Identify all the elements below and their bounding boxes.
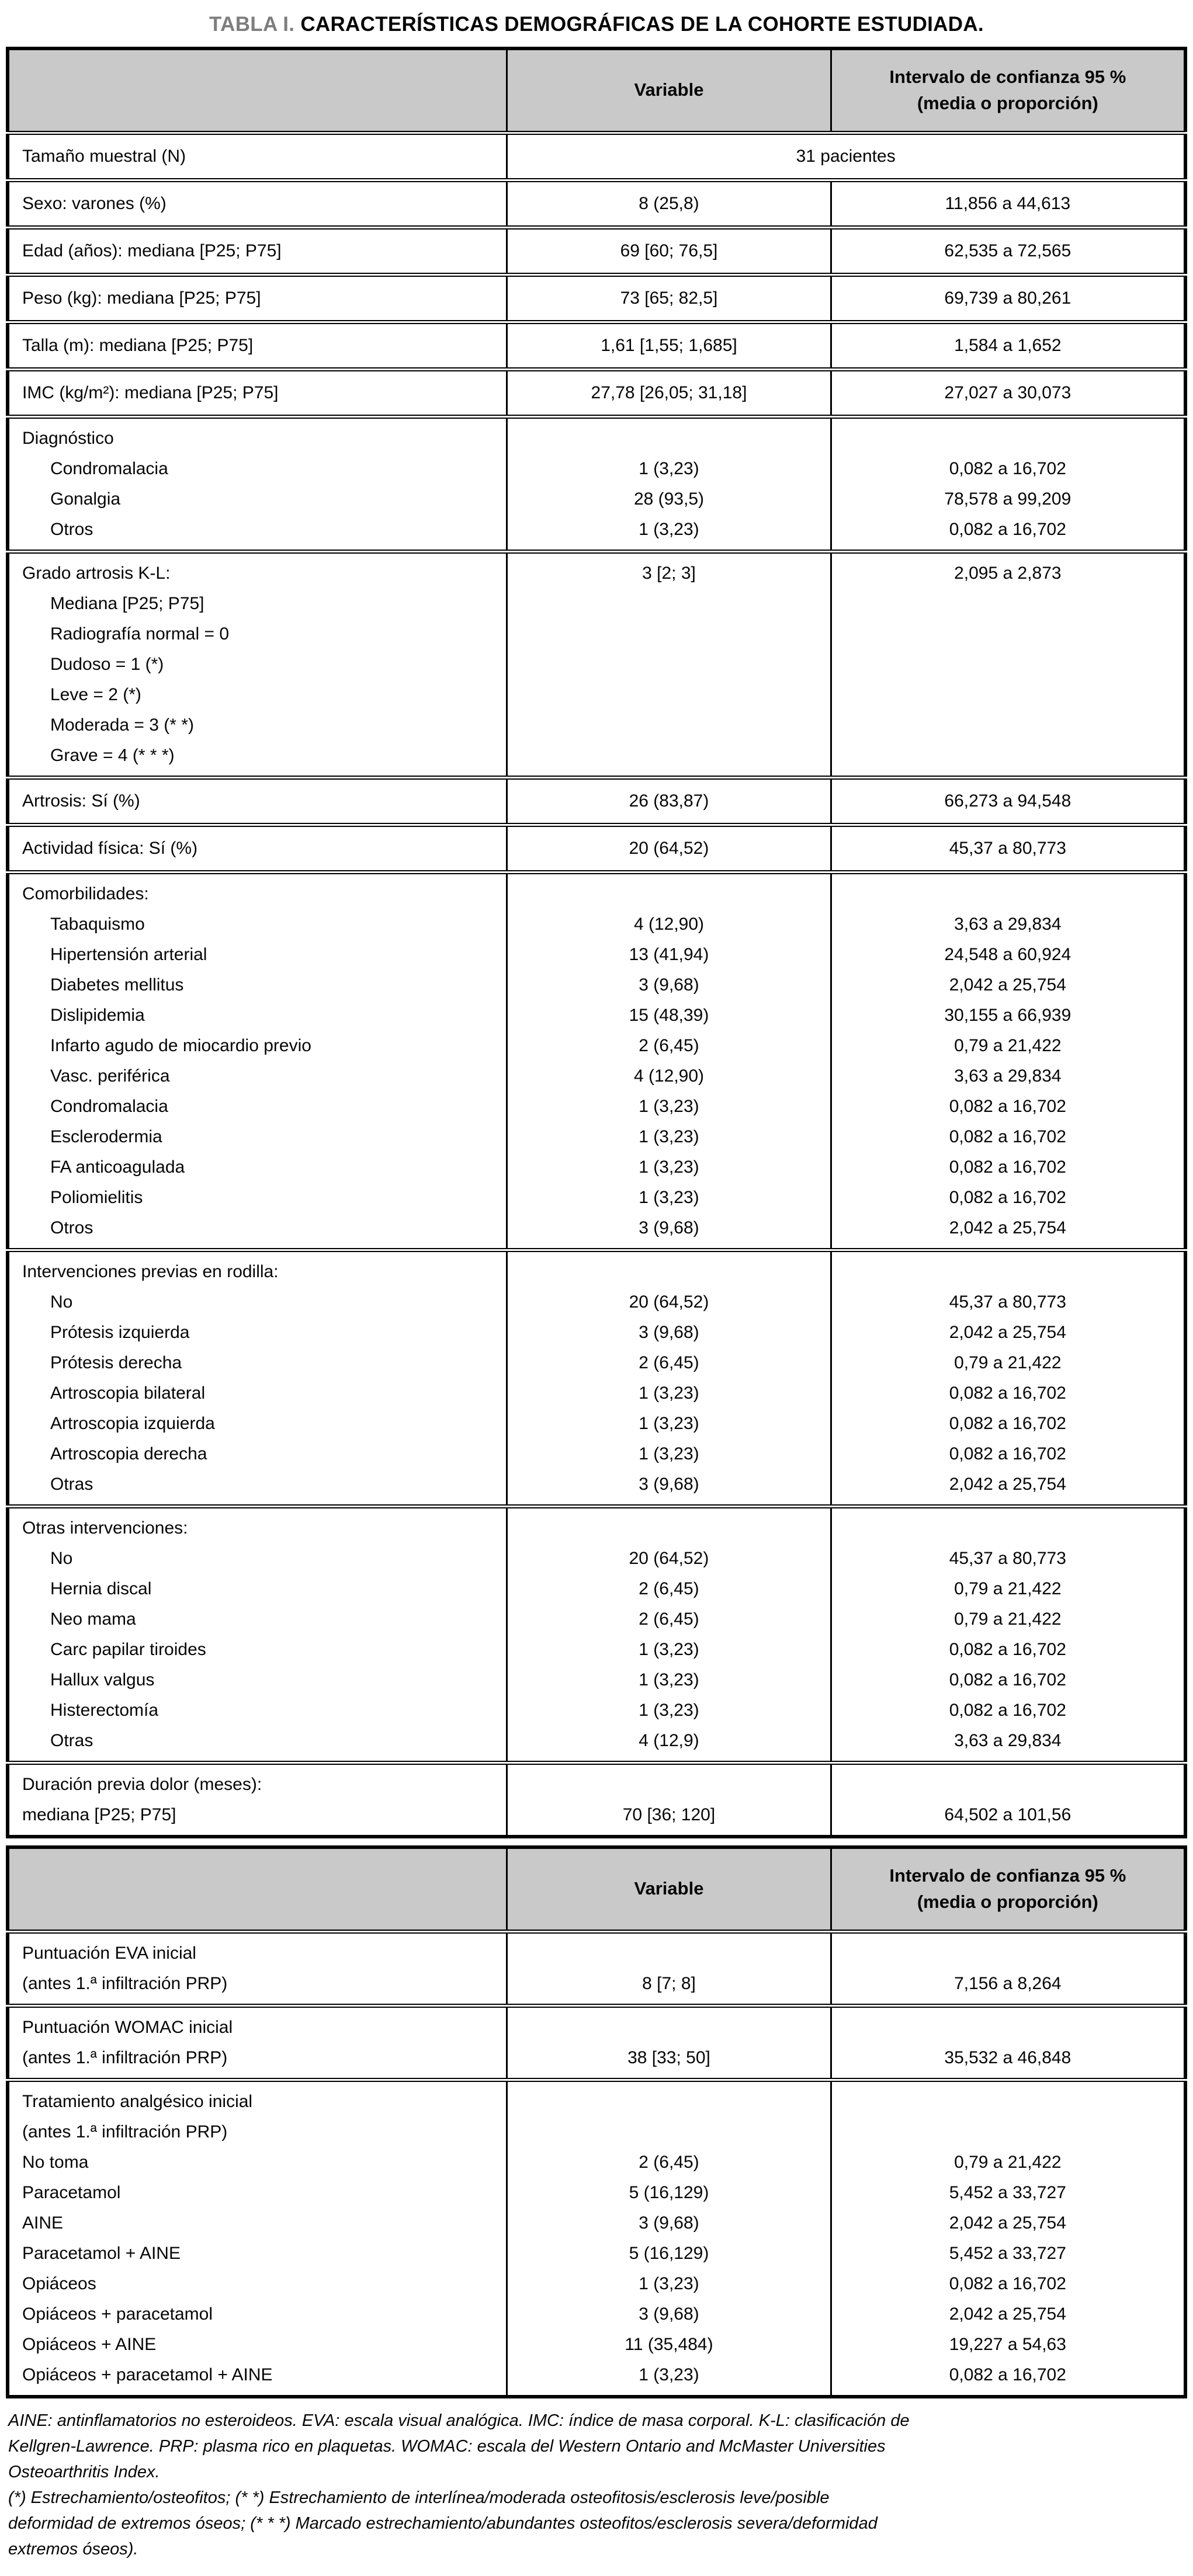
ci-value: 35,532 a 46,848 bbox=[831, 2043, 1185, 2080]
table-row bbox=[8, 1031, 1185, 1061]
ci-header-line-2: (media o proporción) bbox=[917, 1891, 1098, 1912]
table-row bbox=[8, 872, 1185, 909]
ci-value bbox=[831, 2005, 1185, 2043]
row-label: Artroscopia bilateral bbox=[50, 1383, 206, 1403]
ci-value: 19,227 a 54,63 bbox=[831, 2330, 1185, 2360]
variable-value bbox=[507, 872, 831, 909]
table-row bbox=[8, 1574, 1185, 1604]
variable-value: 1 (3,23) bbox=[507, 1409, 831, 1439]
table-title-label: TABLA I. bbox=[209, 13, 295, 36]
row-label: (antes 1.ª infiltración PRP) bbox=[22, 2122, 228, 2142]
ci-value: 5,452 a 33,727 bbox=[831, 2238, 1185, 2269]
variable-value: 20 (64,52) bbox=[507, 1543, 831, 1574]
row-label: Actividad física: Sí (%) bbox=[8, 825, 507, 872]
row-label: Edad (años): mediana [P25; P75] bbox=[8, 227, 507, 274]
variable-value: 20 (64,52) bbox=[507, 1287, 831, 1317]
ci-value bbox=[831, 2080, 1185, 2117]
row-label: Opiáceos bbox=[22, 2273, 96, 2293]
ci-value: 7,156 a 8,264 bbox=[831, 1969, 1185, 2006]
row-label: Artroscopia derecha bbox=[50, 1444, 207, 1463]
row-label: Paracetamol + AINE bbox=[22, 2243, 181, 2263]
row-label: Opiáceos + paracetamol + AINE bbox=[22, 2365, 273, 2384]
variable-value: 26 (83,87) bbox=[507, 777, 831, 825]
table-row bbox=[8, 741, 1185, 778]
row-label: Hipertensión arterial bbox=[50, 944, 207, 964]
table-row bbox=[8, 1213, 1185, 1250]
table-row bbox=[8, 1506, 1185, 1543]
variable-value: 1 (3,23) bbox=[507, 1695, 831, 1726]
table-row bbox=[8, 1061, 1185, 1091]
row-label: IMC (kg/m²): mediana [P25; P75] bbox=[8, 369, 507, 416]
row-label: Grave = 4 (* * *) bbox=[50, 745, 175, 765]
table-row bbox=[8, 2360, 1185, 2397]
table-row bbox=[8, 1469, 1185, 1507]
variable-value: 20 (64,52) bbox=[507, 825, 831, 872]
ci-value bbox=[831, 589, 1185, 619]
ci-value bbox=[831, 1762, 1185, 1800]
table-row bbox=[8, 1250, 1185, 1287]
variable-value: 2 (6,45) bbox=[507, 1031, 831, 1061]
ci-value: 0,082 a 16,702 bbox=[831, 1695, 1185, 1726]
ci-value: 0,082 a 16,702 bbox=[831, 1439, 1185, 1469]
ci-value: 2,095 a 2,873 bbox=[831, 551, 1185, 589]
row-label: Prótesis derecha bbox=[50, 1353, 182, 1372]
variable-value: 2 (6,45) bbox=[507, 1574, 831, 1604]
ci-value: 66,273 a 94,548 bbox=[831, 777, 1185, 825]
row-label: Artrosis: Sí (%) bbox=[8, 777, 507, 825]
ci-value: 0,082 a 16,702 bbox=[831, 1665, 1185, 1695]
row-label: Talla (m): mediana [P25; P75] bbox=[8, 322, 507, 369]
row-label: No bbox=[50, 1548, 73, 1568]
variable-value: 3 (9,68) bbox=[507, 1317, 831, 1348]
table-row bbox=[8, 1543, 1185, 1574]
ci-value: 2,042 a 25,754 bbox=[831, 970, 1185, 1000]
footnote-line: extremos óseos). bbox=[8, 2539, 138, 2558]
variable-value: 2 (6,45) bbox=[507, 1348, 831, 1378]
table-row bbox=[8, 1348, 1185, 1378]
table-row bbox=[8, 680, 1185, 710]
header-row bbox=[8, 1847, 1185, 1931]
variable-value bbox=[507, 619, 831, 649]
ci-value bbox=[831, 710, 1185, 741]
row-label: Poliomielitis bbox=[50, 1187, 143, 1207]
ci-value: 0,082 a 16,702 bbox=[831, 1122, 1185, 1152]
ci-value: 3,63 a 29,834 bbox=[831, 1061, 1185, 1091]
row-label: Otros bbox=[50, 1218, 93, 1237]
table-row bbox=[8, 1409, 1185, 1439]
row-label: (antes 1.ª infiltración PRP) bbox=[22, 2047, 228, 2067]
row-label: Otros bbox=[50, 519, 93, 539]
table-row bbox=[8, 2238, 1185, 2269]
row-label: Condromalacia bbox=[50, 458, 168, 478]
variable-value: 1,61 [1,55; 1,685] bbox=[507, 322, 831, 369]
ci-value bbox=[831, 1250, 1185, 1287]
table-row bbox=[8, 825, 1185, 872]
variable-value: 27,78 [26,05; 31,18] bbox=[507, 369, 831, 416]
table-title bbox=[6, 13, 1187, 36]
table-row bbox=[8, 322, 1185, 369]
row-label: Tabaquismo bbox=[50, 914, 145, 934]
table-row bbox=[8, 1762, 1185, 1800]
table-row bbox=[8, 484, 1185, 514]
ci-value: 0,082 a 16,702 bbox=[831, 514, 1185, 552]
variable-value: 1 (3,23) bbox=[507, 2269, 831, 2299]
row-label: Leve = 2 (*) bbox=[50, 684, 141, 704]
table-row bbox=[8, 970, 1185, 1000]
table-row bbox=[8, 909, 1185, 940]
ci-value: 0,082 a 16,702 bbox=[831, 454, 1185, 484]
row-label: FA anticoagulada bbox=[50, 1157, 185, 1177]
row-label: Prótesis izquierda bbox=[50, 1322, 190, 1342]
table-row bbox=[8, 777, 1185, 825]
table-row bbox=[8, 940, 1185, 970]
variable-value: 73 [65; 82,5] bbox=[507, 274, 831, 322]
row-label: Puntuación EVA inicial bbox=[8, 1931, 507, 1969]
table-row bbox=[8, 1604, 1185, 1635]
row-label: Opiáceos + paracetamol bbox=[22, 2304, 213, 2324]
ci-value bbox=[831, 680, 1185, 710]
table-row bbox=[8, 589, 1185, 619]
row-label: Infarto agudo de miocardio previo bbox=[50, 1035, 311, 1055]
variable-value: 1 (3,23) bbox=[507, 1152, 831, 1183]
table-row bbox=[8, 2178, 1185, 2208]
table-row bbox=[8, 649, 1185, 680]
table-row bbox=[8, 416, 1185, 454]
row-label: AINE bbox=[22, 2213, 64, 2233]
table-row bbox=[8, 2299, 1185, 2330]
ci-value: 0,79 a 21,422 bbox=[831, 1604, 1185, 1635]
ci-value: 0,082 a 16,702 bbox=[831, 2360, 1185, 2397]
row-label: Grado artrosis K-L: bbox=[8, 551, 507, 589]
variable-value: 3 (9,68) bbox=[507, 970, 831, 1000]
row-label: No toma bbox=[22, 2152, 89, 2172]
row-label: Tratamiento analgésico inicial bbox=[8, 2080, 507, 2117]
variable-value bbox=[507, 1762, 831, 1800]
row-label: Sexo: varones (%) bbox=[8, 180, 507, 227]
span-value: 31 pacientes bbox=[507, 133, 1185, 180]
table-row bbox=[8, 619, 1185, 649]
table-row bbox=[8, 1931, 1185, 1969]
variable-value bbox=[507, 1506, 831, 1543]
row-label: (antes 1.ª infiltración PRP) bbox=[22, 1973, 228, 1993]
demographics-table-part-1 bbox=[6, 47, 1187, 1838]
demographics-table-part-2 bbox=[6, 1845, 1187, 2398]
variable-value: 8 (25,8) bbox=[507, 180, 831, 227]
ci-value: 45,37 a 80,773 bbox=[831, 1543, 1185, 1574]
variable-value: 70 [36; 120] bbox=[507, 1800, 831, 1837]
row-label: Hernia discal bbox=[50, 1579, 152, 1598]
ci-value: 62,535 a 72,565 bbox=[831, 227, 1185, 274]
ci-value: 0,79 a 21,422 bbox=[831, 1031, 1185, 1061]
ci-value: 5,452 a 33,727 bbox=[831, 2178, 1185, 2208]
table-row bbox=[8, 369, 1185, 416]
variable-value: 3 (9,68) bbox=[507, 1213, 831, 1250]
ci-value: 0,082 a 16,702 bbox=[831, 1152, 1185, 1183]
variable-value: 1 (3,23) bbox=[507, 1091, 831, 1122]
variable-value: 5 (16,129) bbox=[507, 2178, 831, 2208]
variable-value: 69 [60; 76,5] bbox=[507, 227, 831, 274]
row-label: Tamaño muestral (N) bbox=[8, 133, 507, 180]
ci-value: 27,027 a 30,073 bbox=[831, 369, 1185, 416]
ci-value bbox=[831, 1931, 1185, 1969]
table-row bbox=[8, 1287, 1185, 1317]
ci-value: 0,082 a 16,702 bbox=[831, 1183, 1185, 1213]
column-header-empty bbox=[8, 1847, 507, 1931]
ci-value bbox=[831, 2117, 1185, 2147]
ci-value: 3,63 a 29,834 bbox=[831, 909, 1185, 940]
ci-value: 0,082 a 16,702 bbox=[831, 2269, 1185, 2299]
table-row bbox=[8, 514, 1185, 552]
column-header-ci bbox=[831, 48, 1185, 133]
variable-value: 5 (16,129) bbox=[507, 2238, 831, 2269]
ci-value: 2,042 a 25,754 bbox=[831, 1469, 1185, 1507]
ci-value bbox=[831, 649, 1185, 680]
row-label: Diabetes mellitus bbox=[50, 975, 184, 995]
ci-value: 0,79 a 21,422 bbox=[831, 1348, 1185, 1378]
table-row bbox=[8, 1635, 1185, 1665]
table-row bbox=[8, 2269, 1185, 2299]
footnote-line: Osteoarthritis Index. bbox=[8, 2462, 160, 2481]
ci-value: 45,37 a 80,773 bbox=[831, 825, 1185, 872]
row-label: Opiáceos + AINE bbox=[22, 2334, 157, 2354]
variable-value: 3 [2; 3] bbox=[507, 551, 831, 589]
ci-value: 0,082 a 16,702 bbox=[831, 1409, 1185, 1439]
variable-value: 1 (3,23) bbox=[507, 1122, 831, 1152]
table-row bbox=[8, 2208, 1185, 2238]
variable-value: 1 (3,23) bbox=[507, 1665, 831, 1695]
row-label: Peso (kg): mediana [P25; P75] bbox=[8, 274, 507, 322]
table-row bbox=[8, 133, 1185, 180]
ci-value: 64,502 a 101,56 bbox=[831, 1800, 1185, 1837]
ci-value: 69,739 a 80,261 bbox=[831, 274, 1185, 322]
variable-value: 4 (12,90) bbox=[507, 909, 831, 940]
variable-value bbox=[507, 1931, 831, 1969]
ci-value: 0,082 a 16,702 bbox=[831, 1635, 1185, 1665]
table-row bbox=[8, 1378, 1185, 1409]
row-label: Puntuación WOMAC inicial bbox=[8, 2005, 507, 2043]
table-row bbox=[8, 1000, 1185, 1031]
ci-value: 45,37 a 80,773 bbox=[831, 1287, 1185, 1317]
variable-value bbox=[507, 2005, 831, 2043]
header-row bbox=[8, 48, 1185, 133]
table-row bbox=[8, 1969, 1185, 2006]
table-row bbox=[8, 1665, 1185, 1695]
ci-value: 0,082 a 16,702 bbox=[831, 1091, 1185, 1122]
variable-value: 1 (3,23) bbox=[507, 1635, 831, 1665]
table-row bbox=[8, 1695, 1185, 1726]
ci-value: 2,042 a 25,754 bbox=[831, 2208, 1185, 2238]
row-label: Intervenciones previas en rodilla: bbox=[8, 1250, 507, 1287]
variable-value bbox=[507, 649, 831, 680]
column-header-empty bbox=[8, 48, 507, 133]
variable-value bbox=[507, 1250, 831, 1287]
table-row bbox=[8, 2005, 1185, 2043]
ci-value: 3,63 a 29,834 bbox=[831, 1726, 1185, 1763]
variable-value: 4 (12,9) bbox=[507, 1726, 831, 1763]
table-row bbox=[8, 1726, 1185, 1763]
ci-value bbox=[831, 1506, 1185, 1543]
table-row bbox=[8, 1091, 1185, 1122]
variable-value: 3 (9,68) bbox=[507, 2299, 831, 2330]
column-header-variable: Variable bbox=[507, 1847, 831, 1931]
footnotes bbox=[6, 2408, 1187, 2562]
table-row bbox=[8, 454, 1185, 484]
variable-value: 1 (3,23) bbox=[507, 2360, 831, 2397]
table-row bbox=[8, 2080, 1185, 2117]
variable-value: 3 (9,68) bbox=[507, 1469, 831, 1507]
table-row bbox=[8, 1183, 1185, 1213]
row-label: Moderada = 3 (* *) bbox=[50, 715, 194, 735]
ci-value bbox=[831, 741, 1185, 778]
table-row bbox=[8, 274, 1185, 322]
variable-value: 3 (9,68) bbox=[507, 2208, 831, 2238]
row-label: Dudoso = 1 (*) bbox=[50, 654, 164, 674]
row-label: Otras bbox=[50, 1730, 93, 1750]
row-label: Mediana [P25; P75] bbox=[50, 593, 204, 613]
variable-value bbox=[507, 2117, 831, 2147]
row-label: Dislipidemia bbox=[50, 1005, 145, 1025]
row-label: mediana [P25; P75] bbox=[22, 1805, 176, 1824]
variable-value bbox=[507, 680, 831, 710]
ci-value: 30,155 a 66,939 bbox=[831, 1000, 1185, 1031]
footnote-line: AINE: antinflamatorios no esteroideos. EVA: escala visual analógica. IMC: índice de masa corporal. K-L: clasificación de bbox=[8, 2411, 910, 2430]
table-row bbox=[8, 2330, 1185, 2360]
table-row bbox=[8, 1800, 1185, 1837]
ci-value: 24,548 a 60,924 bbox=[831, 940, 1185, 970]
table-row bbox=[8, 1439, 1185, 1469]
variable-value: 2 (6,45) bbox=[507, 1604, 831, 1635]
footnote-line: deformidad de extremos óseos; (* * *) Marcado estrechamiento/abundantes osteofitos/esclerosis severa/deformidad bbox=[8, 2514, 878, 2533]
variable-value bbox=[507, 2080, 831, 2117]
ci-value: 1,584 a 1,652 bbox=[831, 322, 1185, 369]
variable-value: 13 (41,94) bbox=[507, 940, 831, 970]
variable-value: 4 (12,90) bbox=[507, 1061, 831, 1091]
ci-header-line-1: Intervalo de confianza 95 % bbox=[889, 67, 1126, 87]
variable-value bbox=[507, 589, 831, 619]
row-label: Otras bbox=[50, 1474, 93, 1494]
ci-value: 0,79 a 21,422 bbox=[831, 2147, 1185, 2178]
row-label: Condromalacia bbox=[50, 1096, 168, 1116]
ci-header-line-2: (media o proporción) bbox=[917, 92, 1098, 113]
column-header-ci bbox=[831, 1847, 1185, 1931]
footnote-line: Kellgren-Lawrence. PRP: plasma rico en plaquetas. WOMAC: escala del Western Ontario and McMaster Universities bbox=[8, 2436, 886, 2456]
variable-value: 1 (3,23) bbox=[507, 1183, 831, 1213]
variable-value: 28 (93,5) bbox=[507, 484, 831, 514]
column-header-variable: Variable bbox=[507, 48, 831, 133]
variable-value: 1 (3,23) bbox=[507, 514, 831, 552]
row-label: Comorbilidades: bbox=[8, 872, 507, 909]
row-label: Histerectomía bbox=[50, 1700, 159, 1720]
table-row bbox=[8, 1122, 1185, 1152]
ci-value bbox=[831, 619, 1185, 649]
variable-value: 15 (48,39) bbox=[507, 1000, 831, 1031]
variable-value: 2 (6,45) bbox=[507, 2147, 831, 2178]
ci-value bbox=[831, 872, 1185, 909]
variable-value bbox=[507, 416, 831, 454]
table-row bbox=[8, 2117, 1185, 2147]
row-label: Esclerodermia bbox=[50, 1127, 162, 1146]
row-label: Paracetamol bbox=[22, 2182, 121, 2202]
row-label: Artroscopia izquierda bbox=[50, 1413, 215, 1433]
footnote-line: (*) Estrechamiento/osteofitos; (* *) Estrechamiento de interlínea/moderada osteofitosis/esclerosis leve/posible bbox=[8, 2488, 830, 2507]
variable-value bbox=[507, 710, 831, 741]
variable-value: 1 (3,23) bbox=[507, 1378, 831, 1409]
row-label: Otras intervenciones: bbox=[8, 1506, 507, 1543]
variable-value: 1 (3,23) bbox=[507, 454, 831, 484]
row-label: Radiografía normal = 0 bbox=[50, 624, 230, 644]
variable-value: 8 [7; 8] bbox=[507, 1969, 831, 2006]
table-row bbox=[8, 2147, 1185, 2178]
row-label: Duración previa dolor (meses): bbox=[8, 1762, 507, 1800]
ci-value bbox=[831, 416, 1185, 454]
row-label: Neo mama bbox=[50, 1609, 136, 1629]
ci-value: 2,042 a 25,754 bbox=[831, 1317, 1185, 1348]
ci-header-line-1: Intervalo de confianza 95 % bbox=[889, 1865, 1126, 1886]
table-title-text: CARACTERÍSTICAS DEMOGRÁFICAS DE LA COHORTE ESTUDIADA. bbox=[300, 13, 984, 36]
row-label: No bbox=[50, 1292, 73, 1312]
ci-value: 2,042 a 25,754 bbox=[831, 2299, 1185, 2330]
ci-value: 0,79 a 21,422 bbox=[831, 1574, 1185, 1604]
variable-value: 1 (3,23) bbox=[507, 1439, 831, 1469]
row-label: Gonalgia bbox=[50, 489, 121, 509]
table-row bbox=[8, 2043, 1185, 2080]
table-row bbox=[8, 551, 1185, 589]
row-label: Diagnóstico bbox=[8, 416, 507, 454]
ci-value: 78,578 a 99,209 bbox=[831, 484, 1185, 514]
row-label: Vasc. periférica bbox=[50, 1066, 170, 1086]
variable-value bbox=[507, 741, 831, 778]
table-row bbox=[8, 710, 1185, 741]
table-row bbox=[8, 1152, 1185, 1183]
table-row bbox=[8, 1317, 1185, 1348]
ci-value: 11,856 a 44,613 bbox=[831, 180, 1185, 227]
row-label: Carc papilar tiroides bbox=[50, 1639, 206, 1659]
table-row bbox=[8, 180, 1185, 227]
table-row bbox=[8, 227, 1185, 274]
row-label: Hallux valgus bbox=[50, 1670, 155, 1689]
ci-value: 2,042 a 25,754 bbox=[831, 1213, 1185, 1250]
variable-value: 11 (35,484) bbox=[507, 2330, 831, 2360]
variable-value: 38 [33; 50] bbox=[507, 2043, 831, 2080]
ci-value: 0,082 a 16,702 bbox=[831, 1378, 1185, 1409]
